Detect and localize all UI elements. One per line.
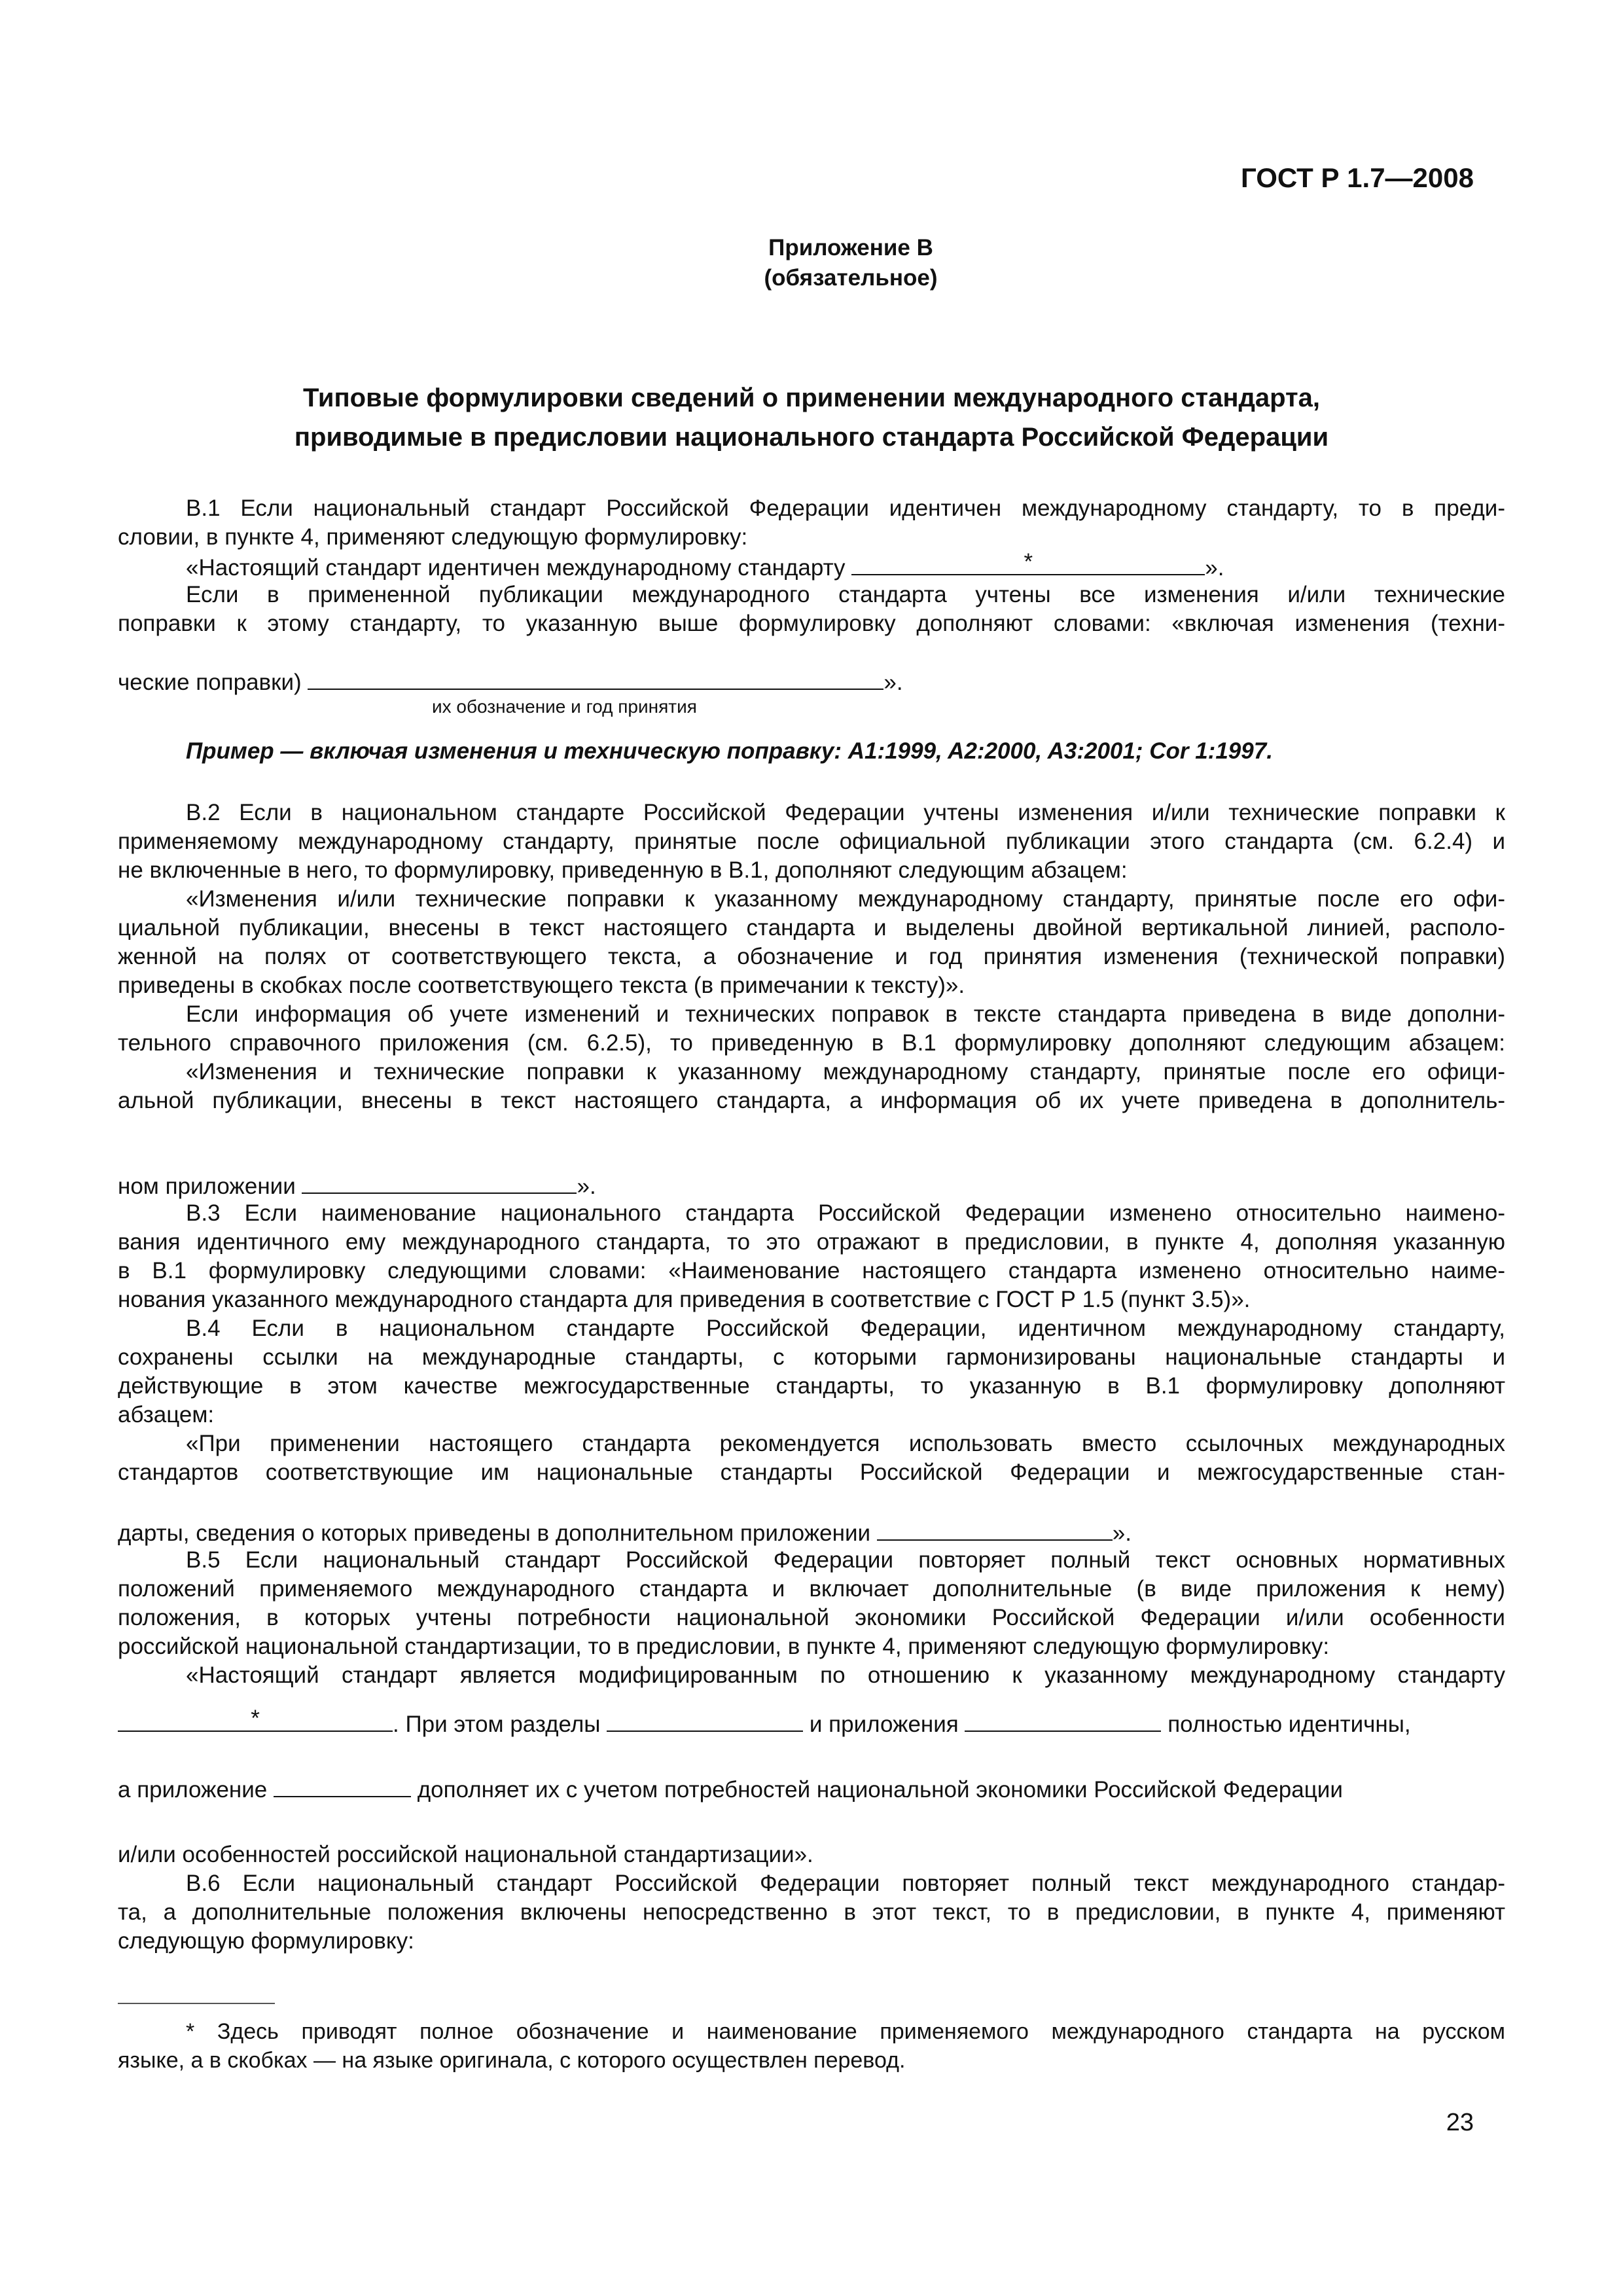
text-line: Если в примененной публикации международного стандарта учтены все изменения и/или технические <box>186 582 1505 607</box>
footnote-marker: * <box>251 1706 260 1731</box>
text-line: и/или особенностей российской национальной стандартизации». <box>118 1842 813 1867</box>
text-line: положений применяемого международного стандарта и включает дополнительные (в виде приложения к нему) <box>118 1576 1505 1602</box>
fill-in-blank <box>607 1708 803 1732</box>
text-fragment: ». <box>1205 555 1224 581</box>
footnote-divider <box>118 2003 275 2004</box>
appendix-title <box>118 378 1505 457</box>
blank-caption: их обозначение и год принятия <box>432 696 697 717</box>
text-line: «Настоящий стандарт является модифицированным по отношению к указанному международному стандарту <box>186 1662 1505 1688</box>
page-number: 23 <box>1446 2109 1474 2136</box>
text-line: не включенные в него, то формулировку, приведенную в В.1, дополняют следующим абзацем: <box>118 857 1128 883</box>
text-line <box>118 1170 1505 1199</box>
text-line: действующие в этом качестве межгосударственные стандарты, то указанную в В.1 формулировку дополняют <box>118 1373 1505 1399</box>
text-line: положения, в которых учтены потребности национальной экономики Российской Федерации и/или особенности <box>118 1605 1505 1630</box>
appendix-status: (обязательное) <box>764 265 938 291</box>
text-line: в В.1 формулировку следующими словами: «Наименование настоящего стандарта изменено относительно наиме- <box>118 1258 1505 1283</box>
text-line: В.5 Если национальный стандарт Российской Федерации повторяет полный текст основных нормативных <box>186 1547 1505 1573</box>
text-line: женной на полях от соответствующего текста, а обозначение и год принятия изменения (технической поправки) <box>118 944 1505 969</box>
title-line: приводимые в предисловии национального стандарта Российской Федерации <box>294 423 1329 452</box>
section-b2 <box>118 798 1505 1115</box>
text-line: словии, в пункте 4, применяют следующую формулировку: <box>118 524 748 550</box>
fill-in-blank <box>851 549 1205 575</box>
text-line: «Изменения и/или технические поправки к указанному международному стандарту, принятые после его офи- <box>186 886 1505 912</box>
footnote <box>118 2017 1505 2075</box>
text-line <box>118 549 1505 581</box>
text-line: В.4 Если в национальном стандарте Российской Федерации, идентичном международному стандарту, <box>186 1316 1505 1341</box>
fill-in-blank <box>308 666 883 690</box>
text-fragment: ном приложении <box>118 1174 302 1199</box>
section-b5-blanks <box>118 1708 1505 1737</box>
text-line: та, а дополнительные положения включены непосредственно в этот текст, то в предисловии, в пункте 4, применяют <box>118 1899 1505 1925</box>
text-line: тельного справочного приложения (см. 6.2.5), то приведенную в В.1 формулировку дополняют следующим абзацем: <box>118 1030 1505 1056</box>
document-code: ГОСТ Р 1.7—2008 <box>1240 162 1474 193</box>
fill-in-blank <box>118 1708 393 1732</box>
text-fragment: . При этом разделы <box>393 1712 607 1737</box>
footnote-line: языке, а в скобках — на языке оригинала, с которого осуществлен перевод. <box>118 2048 906 2073</box>
text-fragment: и приложения <box>803 1712 965 1737</box>
text-line: абзацем: <box>118 1402 215 1427</box>
text-line <box>118 1774 1505 1803</box>
text-line <box>118 666 1505 695</box>
footnote-line: * Здесь приводят полное обозначение и наименование применяемого международного стандарта на русском <box>186 2019 1505 2044</box>
text-line: стандартов соответствующие им национальные стандарты Российской Федерации и межгосударственные стан- <box>118 1460 1505 1485</box>
text-line: поправки к этому стандарту, то указанную выше формулировку дополняют словами: «включая изменения (техни- <box>118 611 1505 636</box>
footnote-marker: * <box>1024 549 1033 575</box>
text-fragment: дополняет их с учетом потребностей национальной экономики Российской Федерации <box>411 1777 1343 1803</box>
text-line: применяемому международному стандарту, принятые после официальной публикации этого стандарта (см. 6.2.4) и <box>118 829 1505 854</box>
text-fragment: «Настоящий стандарт идентичен международному стандарту <box>186 555 852 581</box>
section-b4-cont <box>118 1517 1505 1690</box>
fill-in-blank <box>274 1774 411 1797</box>
text-fragment: дарты, сведения о которых приведены в дополнительном приложении <box>118 1520 877 1546</box>
text-line: В.6 Если национальный стандарт Российской Федерации повторяет полный текст международного стандар- <box>186 1871 1505 1896</box>
text-fragment: ». <box>1112 1520 1132 1546</box>
text-fragment: ». <box>883 670 903 695</box>
text-line: российской национальной стандартизации, то в предисловии, в пункте 4, применяют следующую формулировку: <box>118 1634 1330 1659</box>
appendix-label: Приложение В <box>768 235 933 260</box>
text-line: альной публикации, внесены в текст настоящего стандарта, а информация об их учете приведена в дополнитель- <box>118 1088 1505 1113</box>
text-fragment: ческие поправки) <box>118 670 308 695</box>
text-line: В.1 Если национальный стандарт Российской Федерации идентичен международному стандарту, то в преди- <box>186 495 1505 521</box>
text-fragment: ». <box>577 1174 596 1199</box>
text-line: В.2 Если в национальном стандарте Российской Федерации учтены изменения и/или технические поправки к <box>186 800 1505 825</box>
title-line: Типовые формулировки сведений о применении международного стандарта, <box>303 384 1320 412</box>
appendix-heading <box>0 233 1623 293</box>
section-b5-blanks-2 <box>118 1774 1505 1803</box>
fill-in-blank <box>965 1708 1161 1732</box>
text-line: сохранены ссылки на международные стандарты, с которыми гармонизированы национальные стандарты и <box>118 1344 1505 1370</box>
text-line: циальной публикации, внесены в текст настоящего стандарта и выделены двойной вертикальной линией, располо- <box>118 915 1505 941</box>
text-line: следующую формулировку: <box>118 1928 414 1954</box>
text-line: вания идентичного ему международного стандарта, то это отражают в предисловии, в пункте 4, дополняя указанную <box>118 1229 1505 1255</box>
text-line: нования указанного международного стандарта для приведения в соответствие с ГОСТ Р 1.5 (пункт 3.5)». <box>118 1287 1251 1312</box>
text-fragment: а приложение <box>118 1777 274 1803</box>
fill-in-blank <box>877 1517 1113 1541</box>
text-line: Если информация об учете изменений и технических поправок в тексте стандарта приведена в виде дополни- <box>186 1001 1505 1027</box>
section-b2-cont <box>118 1170 1505 1487</box>
fill-in-blank <box>302 1170 577 1194</box>
text-line: «Изменения и технические поправки к указанному международному стандарту, принятые после его офици- <box>186 1059 1505 1085</box>
section-b1-cont <box>118 666 1505 766</box>
text-line: В.3 Если наименование национального стандарта Российской Федерации изменено относительно наимено- <box>186 1200 1505 1226</box>
text-line <box>118 1517 1505 1546</box>
example-line: Пример — включая изменения и техническую поправку: A1:1999, A2:2000, A3:2001; Cor 1:1997. <box>186 738 1273 764</box>
text-line <box>118 1708 1505 1737</box>
section-b6 <box>118 1840 1505 1956</box>
text-fragment: полностью идентичны, <box>1161 1712 1411 1737</box>
text-line: приведены в скобках после соответствующего текста (в примечании к тексту)». <box>118 973 965 998</box>
section-b1 <box>118 494 1505 638</box>
text-line: «При применении настоящего стандарта рекомендуется использовать вместо ссылочных международных <box>186 1431 1505 1456</box>
